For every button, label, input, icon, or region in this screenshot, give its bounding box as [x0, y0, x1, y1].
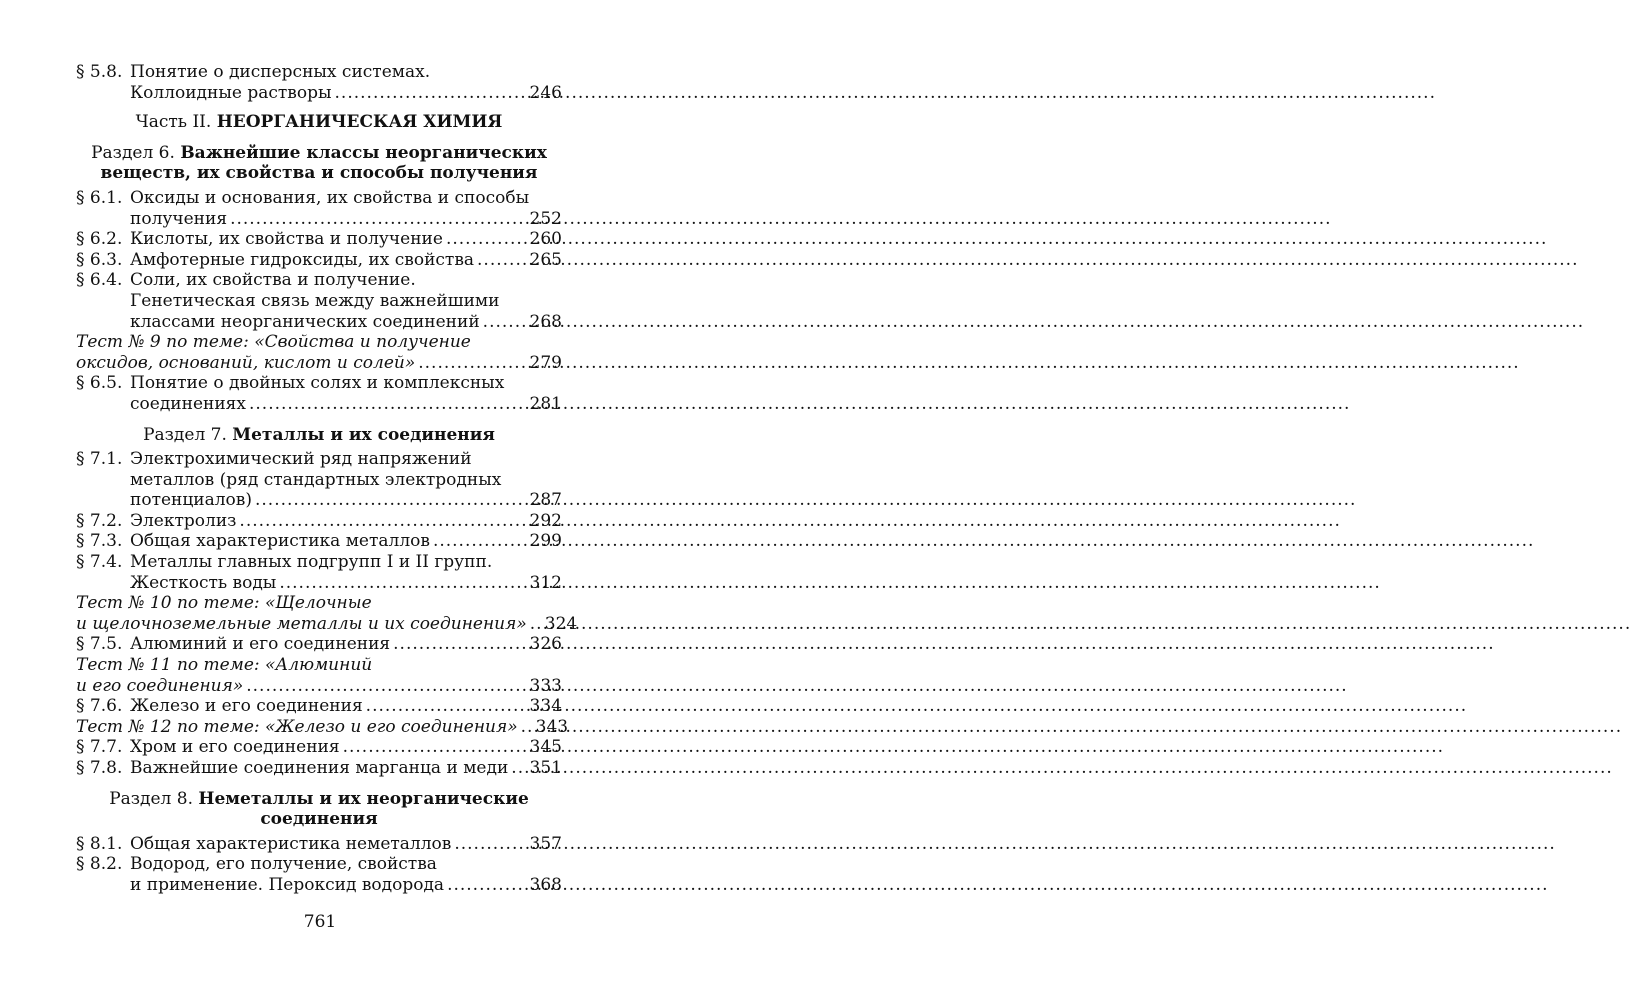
entry-title: Кислоты, их свойства и получение: [130, 229, 443, 250]
toc-entry[interactable]: [76, 188, 562, 229]
entry-line: Понятие о двойных солях и комплексных: [130, 373, 505, 394]
entry-body: [130, 511, 562, 532]
entry-page-number: 281: [529, 393, 562, 414]
section-8-title-line1: Неметаллы и их неорганические: [198, 788, 529, 809]
entry-title: Общая характеристика неметаллов: [130, 833, 452, 854]
dot-leader: [335, 83, 527, 104]
entry-number: § 7.5.: [76, 634, 123, 655]
entry-last-line: [76, 353, 562, 374]
section-6-prefix: Раздел 6.: [91, 142, 175, 163]
entry-line: Металлы главных подгрупп I и II групп.: [130, 552, 493, 573]
entry-title: и его соединения»: [76, 675, 244, 696]
entry-body: [130, 854, 562, 895]
section-6-entries: [76, 188, 562, 415]
dot-leader: [239, 511, 526, 532]
entry-title: соединениях: [130, 393, 246, 414]
section-7-heading: [76, 425, 562, 446]
entry-title: Тест № 12 по теме: «Железо и его соединения»: [76, 716, 518, 737]
dot-leader: [454, 834, 526, 855]
entry-title: Общая характеристика металлов: [130, 531, 430, 552]
toc-entry[interactable]: [76, 449, 562, 511]
entry-page-number: 312: [529, 572, 562, 593]
entry-line: Электрохимический ряд напряжений: [130, 449, 472, 470]
entry-last-line: [76, 676, 562, 697]
entry-body: [76, 655, 562, 696]
section-8-entries: [76, 834, 562, 896]
entry-last-line: [130, 737, 562, 758]
entry-body: [130, 552, 562, 593]
entry-last-line: [130, 696, 562, 717]
entry-last-line: [130, 834, 562, 855]
entry-last-line: [130, 209, 562, 230]
entry-title: Жесткость воды: [130, 572, 277, 593]
entry-number: § 6.5.: [76, 373, 123, 394]
entry-number: § 7.8.: [76, 758, 123, 778]
entry-last-line: [76, 613, 578, 635]
entry-title: и щелочноземельные металлы и их соединения»: [76, 613, 527, 634]
entry-title: Хром и его соединения: [130, 737, 340, 758]
entry-line: Тест № 11 по теме: «Алюминий: [76, 655, 373, 676]
section-8-heading: [76, 789, 562, 830]
entry-last-line: [130, 531, 562, 552]
entry-page-number: 343: [535, 716, 569, 737]
entry-body: [76, 593, 578, 634]
test-entry[interactable]: [76, 716, 569, 738]
entry-number: § 8.2.: [76, 854, 123, 875]
dot-leader: [483, 312, 527, 333]
entry-page-number: 345: [529, 737, 562, 758]
toc-entry[interactable]: [76, 229, 562, 250]
entry-page-number: 287: [529, 490, 562, 511]
toc-entry[interactable]: [76, 531, 562, 552]
entry-line: Генетическая связь между важнейшими: [130, 290, 500, 311]
entry-title: Алюминий и его соединения: [130, 634, 391, 655]
part-prefix: Часть II.: [135, 112, 212, 133]
entry-line: Водород, его получение, свойства: [130, 854, 437, 875]
entry-last-line: [130, 573, 562, 594]
entry-body: [130, 188, 562, 229]
entry-page-number: 324: [544, 613, 578, 634]
entry-body: [130, 250, 562, 271]
entry-title: Железо и его соединения: [130, 696, 363, 717]
entry-page-number: 351: [529, 758, 562, 778]
entry-number: § 6.1.: [76, 187, 123, 208]
dot-leader: [255, 490, 527, 511]
entry-number: § 6.3.: [76, 249, 123, 270]
entry-page-number: 279: [529, 352, 562, 373]
entry-last-line: [76, 716, 569, 738]
entry-page-number: 268: [529, 311, 562, 332]
entry-title: классами неорганических соединений: [130, 311, 480, 332]
dot-leader: [477, 250, 527, 271]
dot-leader: [447, 875, 526, 896]
entry-page-number: 260: [529, 229, 562, 250]
entry-title: и применение. Пероксид водорода: [130, 874, 445, 895]
entry-page-number: 246: [529, 82, 562, 103]
entry-line: Тест № 10 по теме: «Щелочные: [76, 593, 372, 614]
dot-leader: [366, 696, 527, 717]
entry-number: § 7.7.: [76, 737, 123, 758]
toc-entry[interactable]: [76, 373, 562, 414]
entry-line: металлов (ряд стандартных электродных: [130, 469, 502, 490]
entry-title: получения: [130, 208, 228, 229]
toc-entry[interactable]: [76, 834, 562, 855]
dot-leader: [230, 209, 526, 230]
dot-leader: [343, 737, 527, 758]
entries-top: [76, 62, 562, 103]
entry-page-number: 299: [529, 531, 562, 552]
dot-leader: [279, 573, 526, 594]
toc-entry[interactable]: [76, 737, 562, 758]
entry-body: [130, 531, 562, 552]
entry-number: § 6.2.: [76, 229, 123, 250]
section-6-heading: [76, 143, 562, 184]
entry-last-line: [130, 394, 562, 415]
entry-body: [130, 229, 562, 250]
entry-number: § 6.4.: [76, 270, 123, 291]
dot-leader: [249, 394, 527, 415]
entry-number: § 7.2.: [76, 510, 123, 531]
entry-body: [130, 62, 562, 103]
section-8-prefix: Раздел 8.: [109, 788, 193, 809]
entry-last-line: [130, 83, 562, 104]
entry-line: Понятие о дисперсных системах.: [130, 62, 431, 82]
entry-page-number: 333: [529, 675, 562, 696]
entry-body: [130, 634, 562, 655]
entry-page-number: 368: [529, 874, 562, 895]
entry-number: § 7.3.: [76, 531, 123, 552]
entry-line: Оксиды и основания, их свойства и способы: [130, 187, 530, 208]
entry-title: потенциалов): [130, 490, 252, 511]
test-entry[interactable]: [76, 332, 562, 373]
entry-line: Соли, их свойства и получение.: [130, 270, 416, 291]
table-of-contents: [76, 62, 578, 896]
entry-last-line: [130, 229, 562, 250]
section-7-prefix: Раздел 7.: [143, 424, 227, 445]
toc-entry[interactable]: [76, 696, 562, 717]
toc-entry[interactable]: [76, 62, 562, 103]
entry-line: Тест № 9 по теме: «Свойства и получение: [76, 332, 471, 353]
entry-body: [130, 737, 562, 758]
toc-entry[interactable]: [76, 634, 562, 655]
section-6-title-line2: веществ, их свойства и способы получения: [100, 163, 538, 184]
dot-leader: [521, 717, 533, 738]
part-title: НЕОРГАНИЧЕСКАЯ ХИМИЯ: [216, 112, 503, 133]
dot-leader: [418, 353, 526, 374]
test-entry[interactable]: [76, 593, 578, 634]
dot-leader: [393, 634, 526, 655]
entry-page-number: 334: [529, 696, 562, 717]
entry-last-line: [130, 250, 562, 271]
entry-last-line: [130, 490, 562, 511]
section-6-title-line1: Важнейшие классы неорганических: [180, 142, 547, 163]
entry-title: Электролиз: [130, 510, 237, 531]
entry-last-line: [130, 758, 562, 779]
toc-entry[interactable]: [76, 758, 562, 779]
entry-title: Амфотерные гидроксиды, их свойства: [130, 249, 475, 270]
section-7-title: Металлы и их соединения: [232, 424, 495, 445]
entry-number: § 7.1.: [76, 449, 123, 470]
entry-number: § 5.8.: [76, 62, 123, 82]
test-entry[interactable]: [76, 655, 562, 696]
entry-last-line: [130, 312, 562, 333]
entry-body: [130, 758, 562, 779]
entry-number: § 7.6.: [76, 696, 123, 717]
entry-body: [130, 834, 562, 855]
section-7-entries: [76, 449, 578, 779]
toc-entry[interactable]: [76, 552, 562, 593]
toc-entry[interactable]: [76, 250, 562, 271]
dot-leader: [246, 676, 526, 697]
entry-last-line: [130, 875, 562, 896]
book-page: [0, 0, 640, 1000]
toc-entry[interactable]: [76, 854, 562, 895]
entry-body: [130, 373, 562, 414]
toc-entry[interactable]: [76, 270, 562, 332]
entry-body: [76, 716, 569, 738]
dot-leader: [446, 229, 527, 250]
toc-entry[interactable]: [76, 511, 562, 532]
entry-body: [76, 332, 562, 373]
entry-page-number: 265: [529, 249, 562, 270]
section-8-title-line2: соединения: [260, 809, 378, 830]
entry-body: [130, 449, 562, 511]
entry-number: § 8.1.: [76, 833, 123, 854]
entry-last-line: [130, 511, 562, 532]
dot-leader: [530, 614, 542, 635]
page-number: 761: [303, 912, 337, 932]
entry-page-number: 252: [529, 208, 562, 229]
part-heading: [76, 112, 562, 133]
entry-last-line: [130, 634, 562, 655]
entry-body: [130, 270, 562, 332]
entry-page-number: 357: [529, 833, 562, 854]
entry-page-number: 326: [529, 634, 562, 655]
dot-leader: [511, 758, 526, 779]
entry-page-number: 292: [529, 510, 562, 531]
entry-title: оксидов, оснований, кислот и солей»: [76, 352, 416, 373]
entry-title: Коллоидные растворы: [130, 82, 332, 103]
entry-number: § 7.4.: [76, 552, 123, 573]
dot-leader: [433, 531, 527, 552]
entry-body: [130, 696, 562, 717]
entry-title: Важнейшие соединения марганца и меди: [130, 758, 509, 778]
